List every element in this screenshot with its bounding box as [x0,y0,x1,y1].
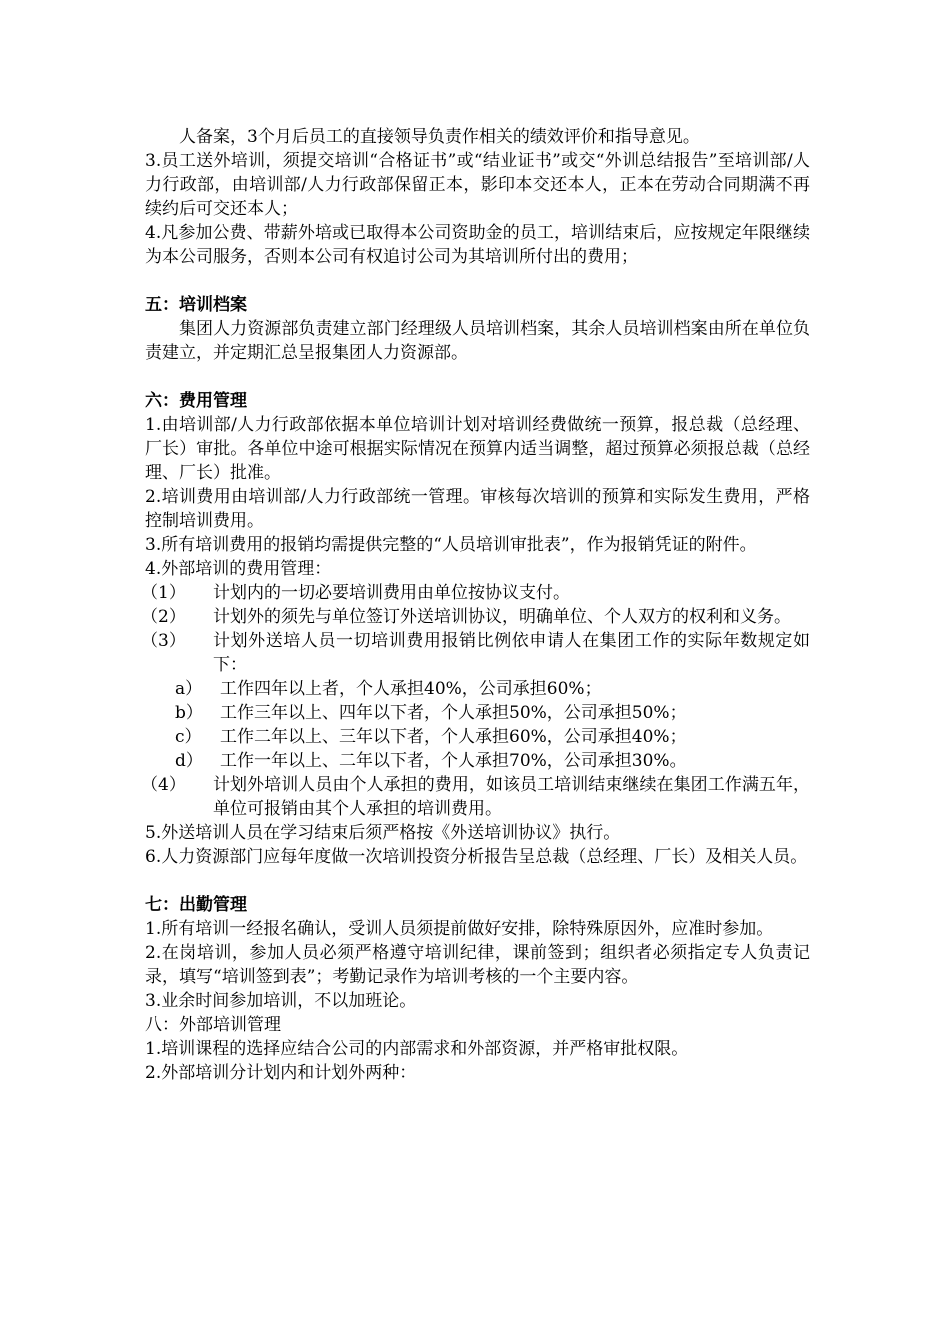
ratio-item-d [145,749,810,773]
section-7-heading: 七：出勤管理 [145,895,247,915]
section-8-para-2: 2.外部培训分计划内和计划外两种： [145,1063,417,1083]
ratio-item-text: 工作二年以上、三年以下者，个人承担60%，公司承担40%； [220,727,687,747]
section-6-para-2: 2.培训费用由培训部/人力行政部统一管理。审核每次培训的预算和实际发生费用，严格控制培训费用。 [145,487,810,531]
section-6-para-3: 3.所有培训费用的报销均需提供完整的“人员培训审批表”，作为报销凭证的附件。 [145,535,757,555]
ratio-item-text: 工作一年以上、二年以下者，个人承担70%，公司承担30%。 [220,751,687,771]
ratio-item-text: 工作四年以上者，个人承担40%，公司承担60%； [220,679,602,699]
ratio-item-c [145,725,810,749]
intro-continued-line: 人备案，3个月后员工的直接领导负责作相关的绩效评价和指导意见。 [179,127,700,147]
ratio-item-text: 工作三年以上、四年以下者，个人承担50%，公司承担50%； [220,703,687,723]
fee-item-number: （4） [141,775,186,795]
section-6-para-6: 6.人力资源部门应每年度做一次培训投资分析报告呈总裁（总经理、厂长）及相关人员。 [145,847,808,867]
ratio-item-letter: c） [175,727,202,747]
fee-item-text: 计划外的须先与单位签订外送培训协议，明确单位、个人双方的权利和义务。 [213,607,791,627]
ratio-item-b [145,701,810,725]
intro-item-3: 3.员工送外培训，须提交培训“合格证书”或“结业证书”或交“外训总结报告”至培训部/人力行政部，由培训部/人力行政部保留正本，影印本交还本人，正本在劳动合同期满不再续约后可交还本人； [145,151,810,219]
ratio-item-a [145,677,810,701]
fee-item-1 [141,581,810,605]
section-6-para-4: 4.外部培训的费用管理： [145,559,332,579]
section-6-para-1: 1.由培训部/人力行政部依据本单位培训计划对培训经费做统一预算，报总裁（总经理、厂长）审批。各单位中途可根据实际情况在预算内适当调整，超过预算必须报总裁（总经理、厂长）批准。 [145,415,810,483]
ratio-item-letter: b） [175,703,203,723]
section-5-body: 集团人力资源部负责建立部门经理级人员培训档案，其余人员培训档案由所在单位负责建立，并定期汇总呈报集团人力资源部。 [145,319,810,363]
section-8-heading: 八：外部培训管理 [145,1015,281,1035]
fee-item-number: （2） [141,607,186,627]
section-8-para-1: 1.培训课程的选择应结合公司的内部需求和外部资源，并严格审批权限。 [145,1039,689,1059]
section-7-para-1: 1.所有培训一经报名确认，受训人员须提前做好安排，除特殊原因外，应准时参加。 [145,919,774,939]
fee-item-number: （3） [141,631,186,651]
section-6-para-5: 5.外送培训人员在学习结束后须严格按《外送培训协议》执行。 [145,823,621,843]
fee-item-text: 计划外送培人员一切培训费用报销比例依申请人在集团工作的实际年数规定如下： [213,631,810,675]
fee-item-number: （1） [141,583,186,603]
fee-item-4 [141,773,810,821]
ratio-item-letter: a） [175,679,203,699]
section-6-heading: 六：费用管理 [145,391,247,411]
fee-item-3 [141,629,810,677]
intro-item-4: 4.凡参加公费、带薪外培或已取得本公司资助金的员工，培训结束后，应按规定年限继续为本公司服务，否则本公司有权追讨公司为其培训所付出的费用； [145,223,810,267]
section-7-para-2: 2.在岗培训，参加人员必须严格遵守培训纪律，课前签到；组织者必须指定专人负责记录，填写“培训签到表”；考勤记录作为培训考核的一个主要内容。 [145,943,810,987]
ratio-item-letter: d） [175,751,203,771]
document-body [141,125,810,1085]
fee-item-text: 计划内的一切必要培训费用由单位按协议支付。 [213,583,570,603]
fee-item-text: 计划外培训人员由个人承担的费用，如该员工培训结束继续在集团工作满五年，单位可报销由其个人承担的培训费用。 [213,775,810,819]
fee-item-2 [141,605,810,629]
section-5-heading: 五：培训档案 [145,295,247,315]
section-7-para-3: 3.业余时间参加培训，不以加班论。 [145,991,417,1011]
